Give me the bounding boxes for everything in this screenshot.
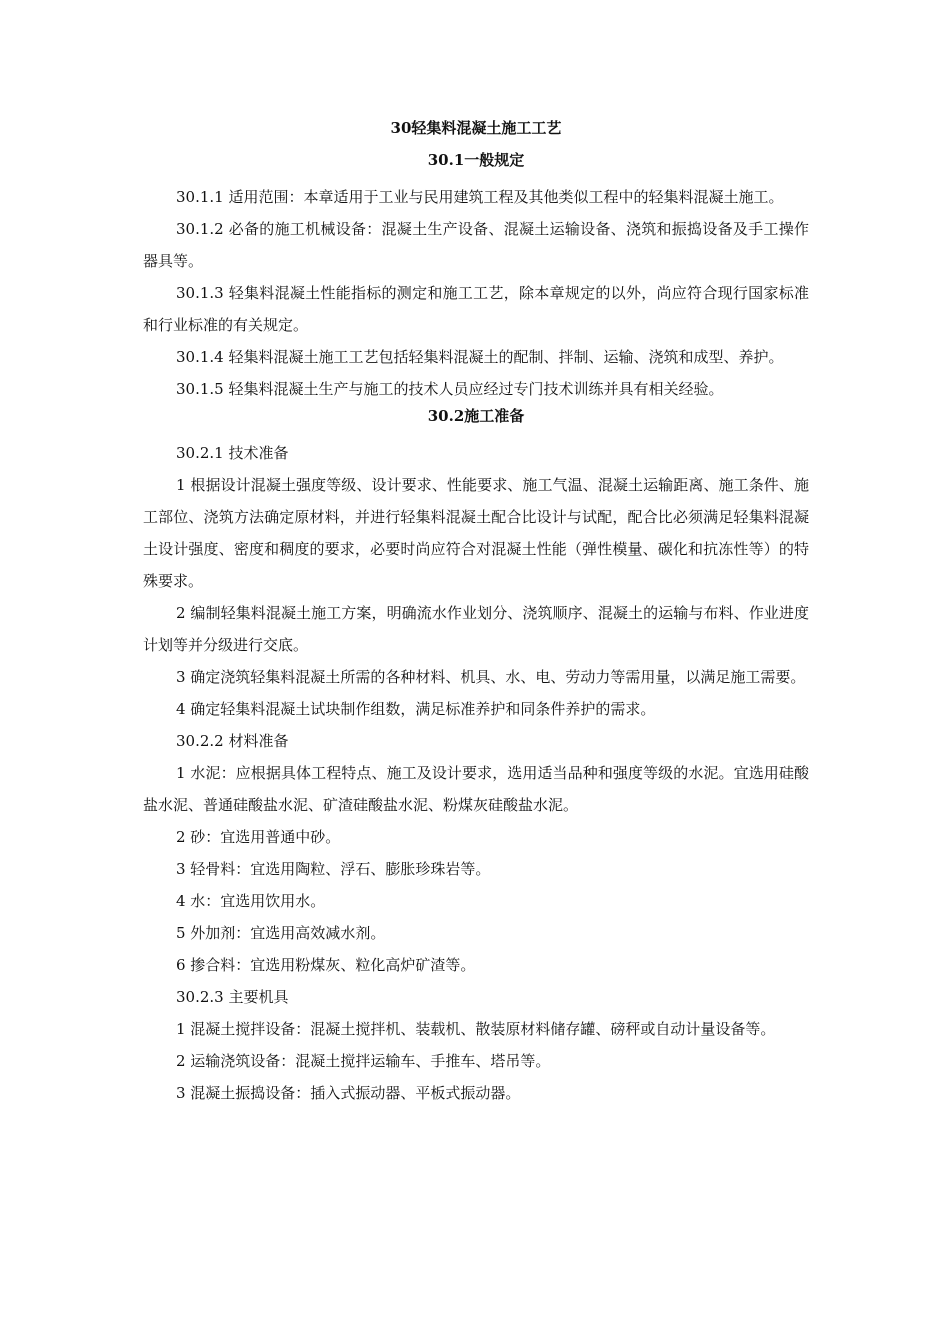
- paragraph: 30.1.5 轻集料混凝土生产与施工的技术人员应经过专门技术训练并具有相关经验。: [176, 380, 724, 398]
- section-title-text: 施工准备: [464, 407, 525, 425]
- paragraph: 3 确定浇筑轻集料混凝土所需的各种材料、机具、水、电、劳动力等需用量，以满足施工需要。: [176, 668, 806, 686]
- paragraph: 3 混凝土振捣设备：插入式振动器、平板式振动器。: [176, 1084, 521, 1102]
- paragraph: 1 根据设计混凝土强度等级、设计要求、性能要求、施工气温、混凝土运输距离、施工条件、施工部位、浇筑方法确定原材料，并进行轻集料混凝土配合比设计与试配，配合比必须满足轻集料混凝土设计强度、密度和稠度的要求，必要时尚应符合对混凝土性能（弹性模量、碳化和抗冻性等）的特殊要求。: [143, 476, 809, 590]
- paragraph: 30.1.4 轻集料混凝土施工工艺包括轻集料混凝土的配制、拌制、运输、浇筑和成型、养护。: [176, 348, 784, 366]
- section-heading-30-1: [143, 149, 809, 171]
- paragraph: 1 水泥：应根据具体工程特点、施工及设计要求，选用适当品种和强度等级的水泥。宜选用硅酸盐水泥、普通硅酸盐水泥、矿渣硅酸盐水泥、粉煤灰硅酸盐水泥。: [143, 764, 809, 814]
- paragraph: 2 运输浇筑设备：混凝土搅拌运输车、手推车、塔吊等。: [176, 1052, 551, 1070]
- paragraph: 30.1.2 必备的施工机械设备：混凝土生产设备、混凝土运输设备、浇筑和振捣设备及手工操作器具等。: [143, 220, 809, 270]
- chapter-title: [143, 117, 809, 139]
- subsection-heading: 30.2.2 材料准备: [176, 732, 289, 750]
- paragraph: 4 水：宜选用饮用水。: [176, 892, 326, 910]
- paragraph: 30.1.3 轻集料混凝土性能指标的测定和施工工艺，除本章规定的以外，尚应符合现行国家标准和行业标准的有关规定。: [143, 284, 809, 334]
- paragraph: 30.1.1 适用范围：本章适用于工业与民用建筑工程及其他类似工程中的轻集料混凝土施工。: [176, 188, 784, 206]
- paragraph: 3 轻骨料：宜选用陶粒、浮石、膨胀珍珠岩等。: [176, 860, 491, 878]
- section-number: 30.2: [427, 407, 465, 425]
- chapter-number: 30: [390, 119, 412, 137]
- section-heading-30-2: [143, 405, 809, 427]
- section-title-text: 一般规定: [464, 151, 525, 169]
- paragraph: 2 编制轻集料混凝土施工方案，明确流水作业划分、浇筑顺序、混凝土的运输与布料、作业进度计划等并分级进行交底。: [143, 604, 809, 654]
- subsection-heading: 30.2.1 技术准备: [176, 444, 289, 462]
- paragraph: 1 混凝土搅拌设备：混凝土搅拌机、装载机、散装原材料储存罐、磅秤或自动计量设备等。: [176, 1020, 776, 1038]
- subsection-heading: 30.2.3 主要机具: [176, 988, 289, 1006]
- paragraph: 6 掺合料：宜选用粉煤灰、粒化高炉矿渣等。: [176, 956, 476, 974]
- paragraph: 2 砂：宜选用普通中砂。: [176, 828, 341, 846]
- paragraph: 5 外加剂：宜选用高效减水剂。: [176, 924, 386, 942]
- document-body: [143, 117, 809, 1109]
- chapter-title-text: 轻集料混凝土施工工艺: [411, 119, 562, 137]
- paragraph: 4 确定轻集料混凝土试块制作组数，满足标准养护和同条件养护的需求。: [176, 700, 656, 718]
- section-number: 30.1: [427, 151, 465, 169]
